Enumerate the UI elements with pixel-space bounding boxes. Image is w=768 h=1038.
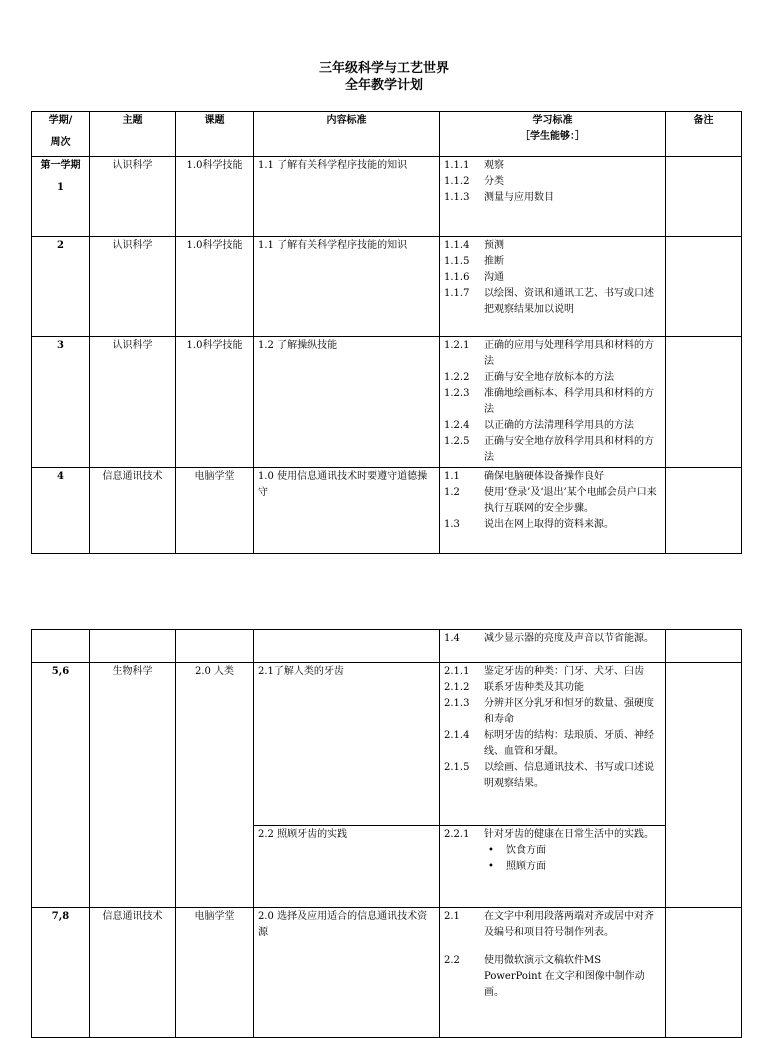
header-week: 学期/ 周次: [32, 112, 90, 157]
learning-cell: [440, 237, 666, 337]
week-cell: 7,8: [32, 908, 90, 1038]
topic-cell: 1.0科学技能: [176, 337, 254, 468]
week-cell: 5,6: [32, 663, 90, 908]
bullet-icon: •: [488, 845, 494, 856]
standard-item: 1.1.3 测量与应用数目: [444, 192, 554, 203]
document-subtitle: 全年教学计划: [344, 78, 423, 93]
theme-cell: [90, 630, 176, 663]
header-row: [32, 112, 742, 157]
standard-item: 2.2 使用微软演示文稿软件MS PowerPoint 在文字和图像中制作动画。: [444, 955, 645, 998]
standard-item: 2.1.1 鉴定牙齿的种类：门牙、犬牙、臼齿: [444, 666, 644, 677]
topic-cell: 2.0 人类: [176, 663, 254, 908]
content-cell: 2.0 选择及应用适合的信息通讯技术资源: [254, 908, 440, 1038]
plan-table-page-2: [31, 629, 742, 1038]
learning-cell: [440, 337, 666, 468]
learning-cell: [440, 630, 666, 663]
standard-item: 1.1.2 分类: [444, 176, 504, 187]
standard-item: 1.1.1 观察: [444, 160, 504, 171]
content-cell: 1.1 了解有关科学程序技能的知识: [254, 157, 440, 237]
content-cell: 1.1 了解有关科学程序技能的知识: [254, 237, 440, 337]
standard-item: 2.1.4 标明牙齿的结构：珐琅质、牙质、神经线、血管和牙龈。: [444, 730, 654, 757]
content-cell: 2.1了解人类的牙齿: [254, 663, 440, 826]
topic-cell: [176, 630, 254, 663]
notes-cell: [666, 630, 742, 663]
week-cell: 2: [32, 237, 90, 337]
standard-item: 2.1 在文字中利用段落两端对齐或居中对齐及编号和项目符号制作列表。: [444, 911, 654, 938]
standard-item: 1.2.1 正确的应用与处理科学用具和材料的方法: [444, 340, 654, 367]
content-cell: 2.2 照顾牙齿的实践: [254, 826, 440, 908]
table-row: [32, 908, 742, 1038]
standard-item: 1.2.5 正确与安全地存放科学用具和材料的方法: [444, 436, 654, 463]
table-row: [32, 663, 742, 826]
header-learning-standard: 学习标准 ［学生能够：］: [440, 112, 666, 157]
theme-cell: 信息通讯技术: [90, 908, 176, 1038]
header-content-standard: 内容标准: [254, 112, 440, 157]
standard-item: 2.1.5 以绘画、信息通讯技术、书写或口述说明观察结果。: [444, 762, 654, 789]
learning-cell: [440, 663, 666, 826]
content-cell: [254, 630, 440, 663]
notes-cell: [666, 237, 742, 337]
standard-item: 1.2.4 以正确的方法清理科学用具的方法: [444, 420, 634, 431]
week-cell: [32, 630, 90, 663]
standard-item: 1.3 说出在网上取得的资料来源。: [444, 519, 614, 530]
standard-item: 1.1 确保电脑硬体设备操作良好: [444, 471, 604, 482]
notes-cell: [666, 157, 742, 237]
standard-item: 2.1.3 分辨并区分乳牙和恒牙的数量、强硬度和寿命: [444, 698, 654, 725]
table-row: [32, 157, 742, 237]
standard-item: 1.2 使用‘登录’及‘退出’某个电邮会员户口来执行互联网的安全步骤。: [444, 487, 657, 514]
learning-cell: [440, 826, 666, 908]
week-cell: 3: [32, 337, 90, 468]
week-cell: 第一学期 1: [32, 157, 90, 237]
theme-cell: 生物科学: [90, 663, 176, 908]
document-title: 三年级科学与工艺世界: [318, 61, 449, 76]
standard-item: 1.1.4 预测: [444, 240, 504, 251]
topic-cell: 电脑学堂: [176, 908, 254, 1038]
topic-cell: 1.0科学技能: [176, 157, 254, 237]
notes-cell: [666, 468, 742, 554]
plan-table-page-1: [31, 111, 742, 554]
topic-cell: 电脑学堂: [176, 468, 254, 554]
header-theme: 主题: [90, 112, 176, 157]
bullet-icon: •: [488, 861, 494, 872]
standard-item: 1.2.2 正确与安全地存放标本的方法: [444, 372, 614, 383]
learning-cell: [440, 157, 666, 237]
header-notes: 备注: [666, 112, 742, 157]
theme-cell: 信息通讯技术: [90, 468, 176, 554]
standard-item: 1.1.6 沟通: [444, 272, 504, 283]
notes-cell: [666, 663, 742, 908]
bullet-item: • 照顾方面: [484, 859, 661, 875]
table-row: [32, 337, 742, 468]
standard-item: 1.4 减少显示器的亮度及声音以节省能源。: [444, 633, 654, 644]
standard-item: 1.1.5 推断: [444, 256, 504, 267]
standard-item: 1.1.7 以绘图、资讯和通讯工艺、书写或口述把观察结果加以说明: [444, 288, 654, 315]
theme-cell: 认识科学: [90, 237, 176, 337]
table-row: [32, 468, 742, 554]
content-cell: 1.2 了解操纵技能: [254, 337, 440, 468]
learning-cell: [440, 468, 666, 554]
learning-cell: [440, 908, 666, 1038]
bullet-item: • 饮食方面: [484, 843, 661, 859]
topic-cell: 1.0科学技能: [176, 237, 254, 337]
theme-cell: 认识科学: [90, 157, 176, 237]
standard-item: 1.2.3 准确地绘画标本、科学用具和材料的方法: [444, 388, 654, 415]
notes-cell: [666, 337, 742, 468]
content-cell: 1.0 使用信息通讯技术时要遵守道德操守: [254, 468, 440, 554]
standard-item: 2.2.1 针对牙齿的健康在日常生活中的实践。: [444, 829, 654, 840]
standard-item: 2.1.2 联系牙齿种类及其功能: [444, 682, 584, 693]
header-topic: 课题: [176, 112, 254, 157]
table-row: [32, 630, 742, 663]
notes-cell: [666, 908, 742, 1038]
theme-cell: 认识科学: [90, 337, 176, 468]
week-cell: 4: [32, 468, 90, 554]
table-row: [32, 237, 742, 337]
